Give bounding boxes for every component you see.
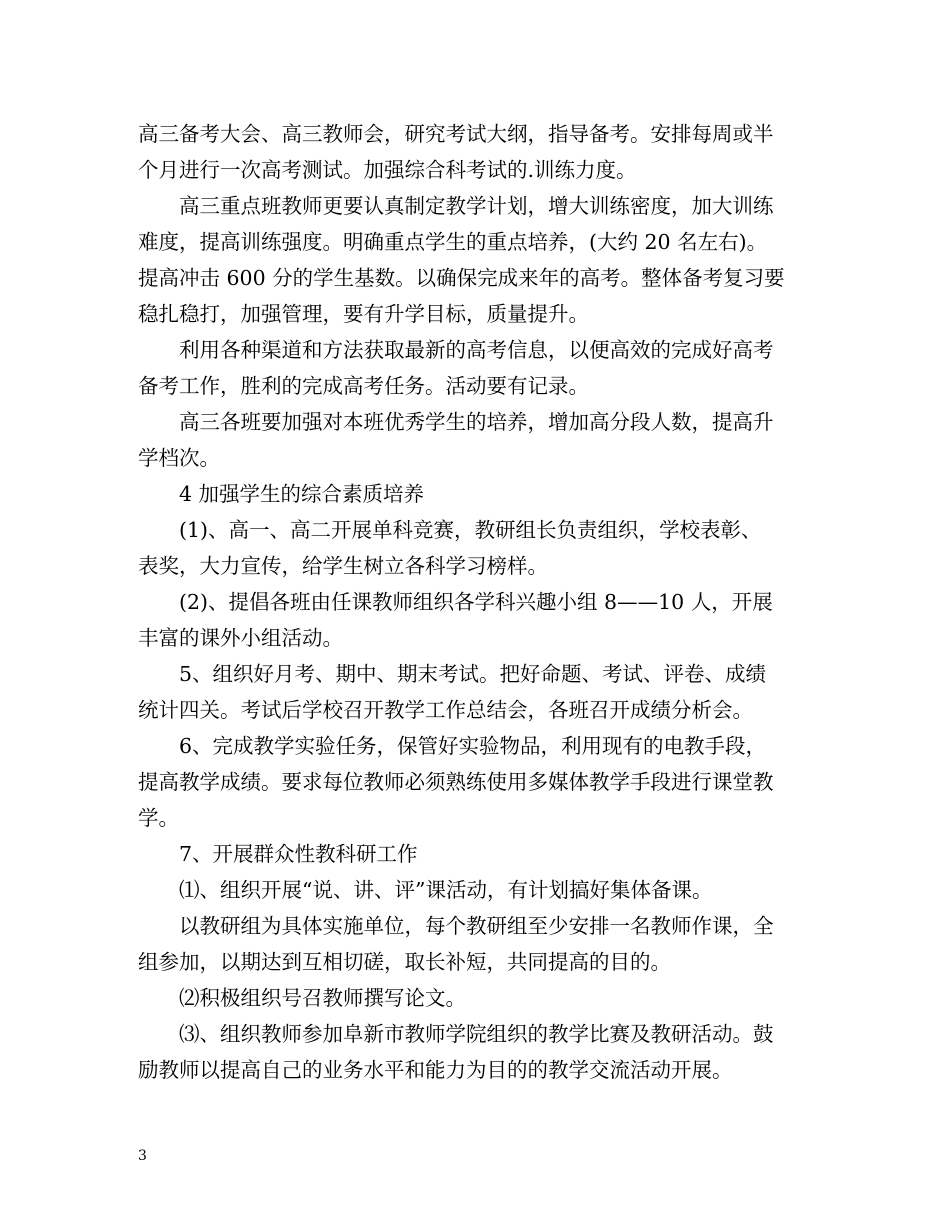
- text-line: 6、完成教学实验任务，保管好实验物品，利用现有的电教手段，: [179, 734, 767, 758]
- text-line: 利用各种渠道和方法获取最新的高考信息，以便高效的完成好高考: [179, 338, 774, 362]
- text-line: ⑶、组织教师参加阜新市教师学院组织的教学比赛及教研活动。鼓: [179, 1022, 774, 1046]
- text-line: 提高教学成绩。要求每位教师必须熟练使用多媒体教学手段进行课堂教: [138, 770, 774, 794]
- text-line: 5、组织好月考、期中、期末考试。把好命题、考试、评卷、成绩: [179, 662, 767, 686]
- text-line: 高三备考大会、高三教师会，研究考试大纲，指导备考。安排每周或半: [138, 122, 774, 146]
- text-line: 提高冲击 600 分的学生基数。以确保完成来年的高考。整体备考复习要: [138, 266, 785, 290]
- text-line: 组参加，以期达到互相切磋，取长补短，共同提高的目的。: [138, 950, 671, 974]
- body-text: [138, 116, 818, 1088]
- section-heading: 4 加强学生的综合素质培养: [179, 482, 425, 506]
- text-line: 学。: [138, 806, 179, 830]
- text-line: 学档次。: [138, 446, 220, 470]
- page-number: 3: [138, 1148, 147, 1164]
- text-line: ⑵积极组织号召教师撰写论文。: [179, 986, 466, 1010]
- text-line: (2)、提倡各班由任课教师组织各学科兴趣小组 8——10 人，开展: [179, 590, 773, 614]
- text-line: 表奖，大力宣传，给学生树立各科学习榜样。: [138, 554, 548, 578]
- text-line: 个月进行一次高考测试。加强综合科考试的.训练力度。: [138, 158, 637, 182]
- text-line: 高三各班要加强对本班优秀学生的培养，增加高分段人数，提高升: [179, 410, 774, 434]
- text-line: 高三重点班教师更要认真制定教学计划，增大训练密度，加大训练: [179, 194, 774, 218]
- text-line: 稳扎稳打，加强管理，要有升学目标，质量提升。: [138, 302, 589, 326]
- text-line: (1)、高一、高二开展单科竞赛，教研组长负责组织，学校表彰、: [179, 518, 762, 542]
- text-line: 以教研组为具体实施单位，每个教研组至少安排一名教师作课，全: [179, 914, 774, 938]
- text-line: ⑴、组织开展“说、讲、评”课活动，有计划搞好集体备课。: [179, 878, 713, 902]
- text-line: 丰富的课外小组活动。: [138, 626, 343, 650]
- section-heading: 7、开展群众性教科研工作: [179, 842, 418, 866]
- text-line: 难度，提高训练强度。明确重点学生的重点培养，(大约 20 名左右)。: [138, 230, 768, 254]
- text-line: 励教师以提高自己的业务水平和能力为目的的教学交流活动开展。: [138, 1058, 733, 1082]
- text-line: 备考工作，胜利的完成高考任务。活动要有记录。: [138, 374, 589, 398]
- text-line: 统计四关。考试后学校召开教学工作总结会，各班召开成绩分析会。: [138, 698, 753, 722]
